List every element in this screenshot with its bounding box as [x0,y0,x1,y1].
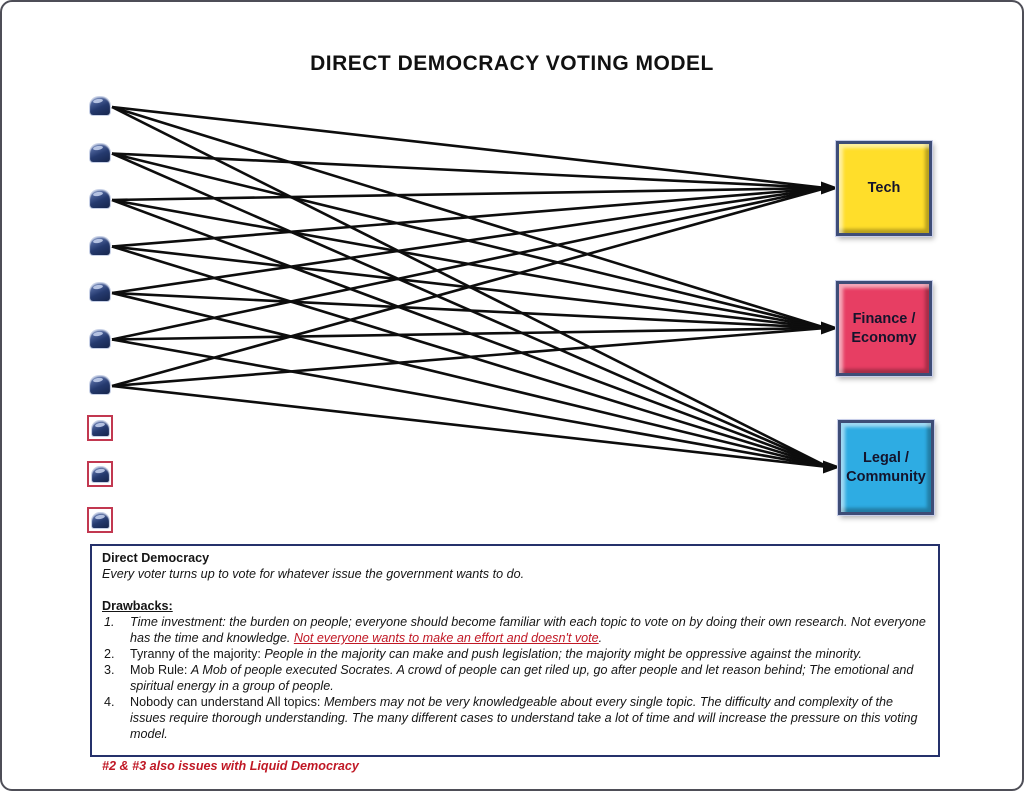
vote-line [112,328,826,340]
drawback-red-note: Not everyone wants to make an effort and doesn't vote [293,631,599,645]
drawback-number: 3. [104,663,115,677]
drawback-text [130,646,928,662]
drawbacks-heading: Drawbacks: [102,599,173,613]
infobox-heading: Direct Democracy [102,551,210,565]
drawback-body: A Mob of people executed Socrates. A crowd of people can get riled up, go after people and let reason behind; The emotional and spiritual energy in a group of people. [130,663,914,693]
vote-line [112,293,826,328]
vote-line [112,328,826,386]
voter-icon [90,97,112,117]
topic-label-line: Community [846,468,926,485]
vote-line [112,154,826,329]
non-voter-highlight-box [87,415,113,441]
drawbacks-list [102,614,928,742]
drawback-text [130,694,928,742]
vote-line [112,247,826,329]
vote-line [112,188,826,293]
non-voter-icon [92,421,109,436]
drawback-body: Time investment: the burden on people; everyone should become familiar with each topic to vote on by doing their own research. Not everyone has the time and knowledge. [130,615,926,645]
infobox-subheading: Every voter turns up to vote for whatever issue the government wants to do. [102,567,525,581]
vote-line [112,154,826,189]
topic-label-line: Economy [851,329,917,346]
drawback-body: Members may not be very knowledgeable about every single topic. The difficulty and complexity of the issues require thorough understanding. The many different cases to understand take a lot of time and will increase the pressure on this voting model. [130,695,918,741]
vote-line [112,188,826,386]
voter-icon [90,144,112,164]
vote-line [112,188,826,340]
spacer [102,582,928,598]
drawback-body: People in the majority can make and push legislation; the majority might be oppressive against the minority. [264,647,862,661]
topic-box-tech [836,141,932,236]
drawback-lead: Mob Rule: [130,663,191,677]
topic-box-finance-economy [836,281,932,376]
drawback-lead: Tyranny of the majority: [130,647,265,661]
topic-label-line: Legal / [863,450,909,467]
voter-icon-shape [90,283,110,301]
vote-line [112,107,826,188]
vote-line [112,200,828,467]
vote-line [112,188,826,200]
drawback-item [102,614,928,646]
voter-icon-shape [90,144,110,162]
spacer [102,742,928,758]
drawback-number: 4. [104,695,115,709]
voter-icon-shape [90,97,110,115]
voter-icon [90,190,112,210]
drawback-lead: Nobody can understand All topics: [130,695,324,709]
drawback-number: 2. [104,647,115,661]
drawback-text [130,614,928,646]
infobox-footnote: #2 & #3 also issues with Liquid Democracy [102,759,359,773]
drawback-text [130,662,928,694]
vote-line [112,107,828,467]
non-voter-icon [92,513,109,528]
drawback-item [102,694,928,742]
voter-icon-shape [90,190,110,208]
non-voter-highlight-box [87,461,113,487]
info-box [90,544,940,773]
page-title: DIRECT DEMOCRACY VOTING MODEL [310,52,714,75]
topic-label-line: Tech [867,180,901,197]
topic-label-line: Finance / [852,311,916,328]
vote-line [112,107,826,328]
vote-line [112,188,826,247]
vote-line [112,293,828,467]
voter-icon [90,330,112,350]
voter-icon [90,376,112,396]
voter-icon-shape [90,330,110,348]
drawback-item [102,646,928,662]
drawback-number: 1. [104,615,115,629]
voter-icon [90,283,112,303]
topic-box-legal-community [838,420,934,515]
voter-icon [90,237,112,257]
vote-line [112,200,826,328]
non-voter-highlight-box [87,507,113,533]
non-voter-icon [92,467,109,482]
vote-line [112,154,828,468]
voter-icon-shape [90,376,110,394]
voter-icon-shape [90,237,110,255]
vote-line [112,386,828,467]
vote-line [112,340,828,468]
vote-line [112,247,828,468]
drawback-item [102,662,928,694]
drawback-body-tail: . [598,631,603,645]
